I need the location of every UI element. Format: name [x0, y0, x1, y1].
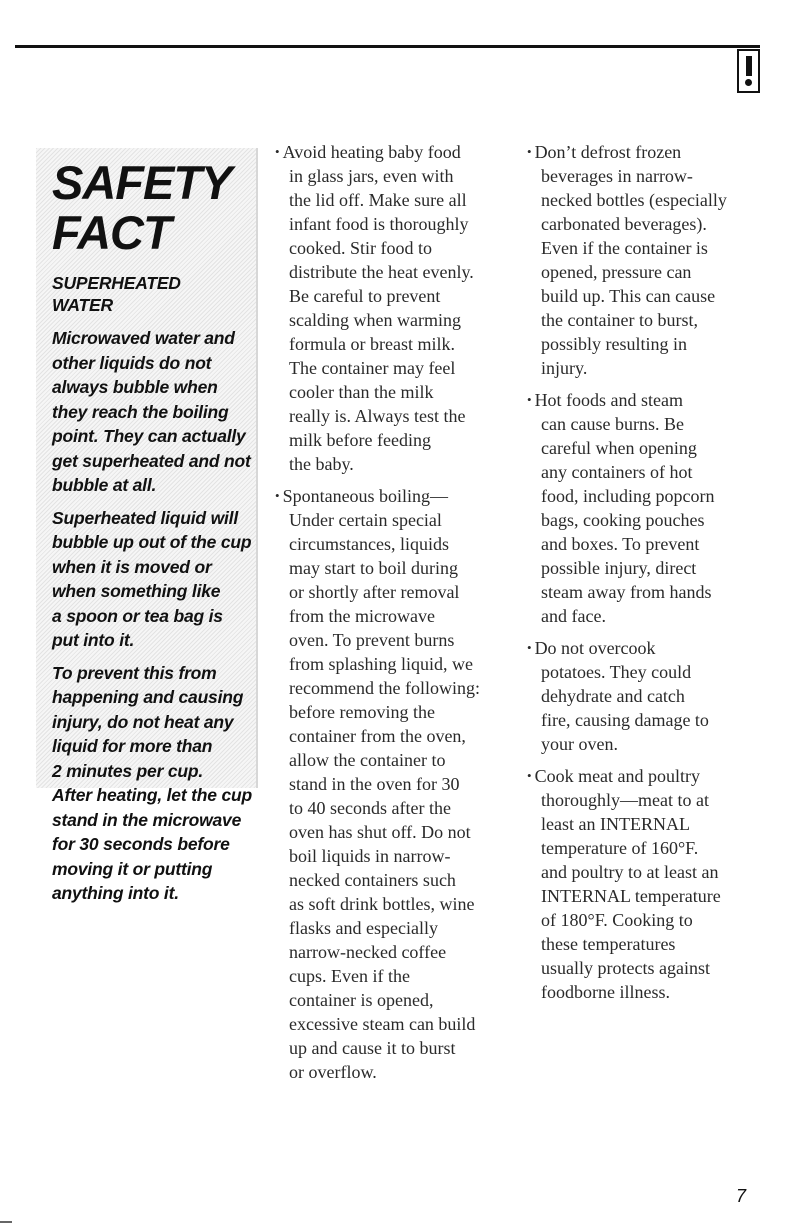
bullet-item: • Cook meat and poultry thoroughly—meat to at least an INTERNAL temperature of 160°F. and poultry to at least an INTERNAL temperature of 180°F. Cooking to these temperatures usually protects against foodborne illness. [527, 766, 721, 1002]
safety-paragraph: Microwaved water and other liquids do not always bubble when they reach the boiling point. They can actually get superheated and not bubble at all. [52, 328, 251, 495]
bullet-icon: • [527, 640, 532, 655]
safety-fact-sidebar [36, 148, 258, 903]
bullet-item: • Hot foods and steam can cause burns. Be careful when opening any containers of hot food, including popcorn bags, cooking pouches and boxes. To prevent possible injury, direct steam away from hands and face. [527, 390, 715, 626]
bullet-item: • Do not overcook potatoes. They could dehydrate and catch fire, causing damage to your oven. [527, 638, 709, 754]
safety-paragraph: To prevent this from happening and causing injury, do not heat any liquid for more than 2 minutes per cup. After heating, let the cup stand in the microwave for 30 seconds before moving it or putting anything into it. [52, 662, 252, 903]
bullet-icon: • [527, 768, 532, 783]
safety-fact-title: SAFETY FACT [52, 156, 232, 259]
top-rule [15, 45, 760, 48]
text-column-left [275, 140, 515, 1092]
safety-paragraph: Superheated liquid will bubble up out of the cup when it is moved or when something like a spoon or tea bag is put into it. [52, 507, 252, 650]
bullet-item: • Avoid heating baby food in glass jars, even with the lid off. Make sure all infant food is thoroughly cooked. Stir food to distribute the heat evenly. Be careful to prevent scalding when warming formula or breast milk. The container may feel cooler than the milk really is. Always test the milk before feeding the baby. [275, 142, 474, 474]
bullet-icon: • [275, 488, 280, 503]
text-column-right [527, 140, 782, 1012]
page-number: 7 [736, 1186, 747, 1206]
safety-fact-subtitle: SUPERHEATED WATER [52, 273, 181, 315]
bullet-item: • Spontaneous boiling— Under certain special circumstances, liquids may start to boil during or shortly after removal from the microwave oven. To prevent burns from splashing liquid, we recommend the following: before removing the container from the oven, allow the container to stand in the oven for 30 to 40 seconds after the oven has shut off. Do not boil liquids in narrow- necked containers such as soft drink bottles, wine flasks and especially narrow-necked coffee cups. Even if the container is opened, excessive steam can build up and cause it to burst or overflow. [275, 486, 480, 1082]
exclamation-icon [737, 49, 760, 93]
bullet-item: • Don’t defrost frozen beverages in narrow- necked bottles (especially carbonated beverages). Even if the container is opened, pressure can build up. This can cause the container to burst, possibly resulting in injury. [527, 142, 727, 378]
bullet-icon: • [527, 144, 532, 159]
corner-mark [0, 1221, 12, 1223]
bullet-icon: • [275, 144, 280, 159]
bullet-icon: • [527, 392, 532, 407]
